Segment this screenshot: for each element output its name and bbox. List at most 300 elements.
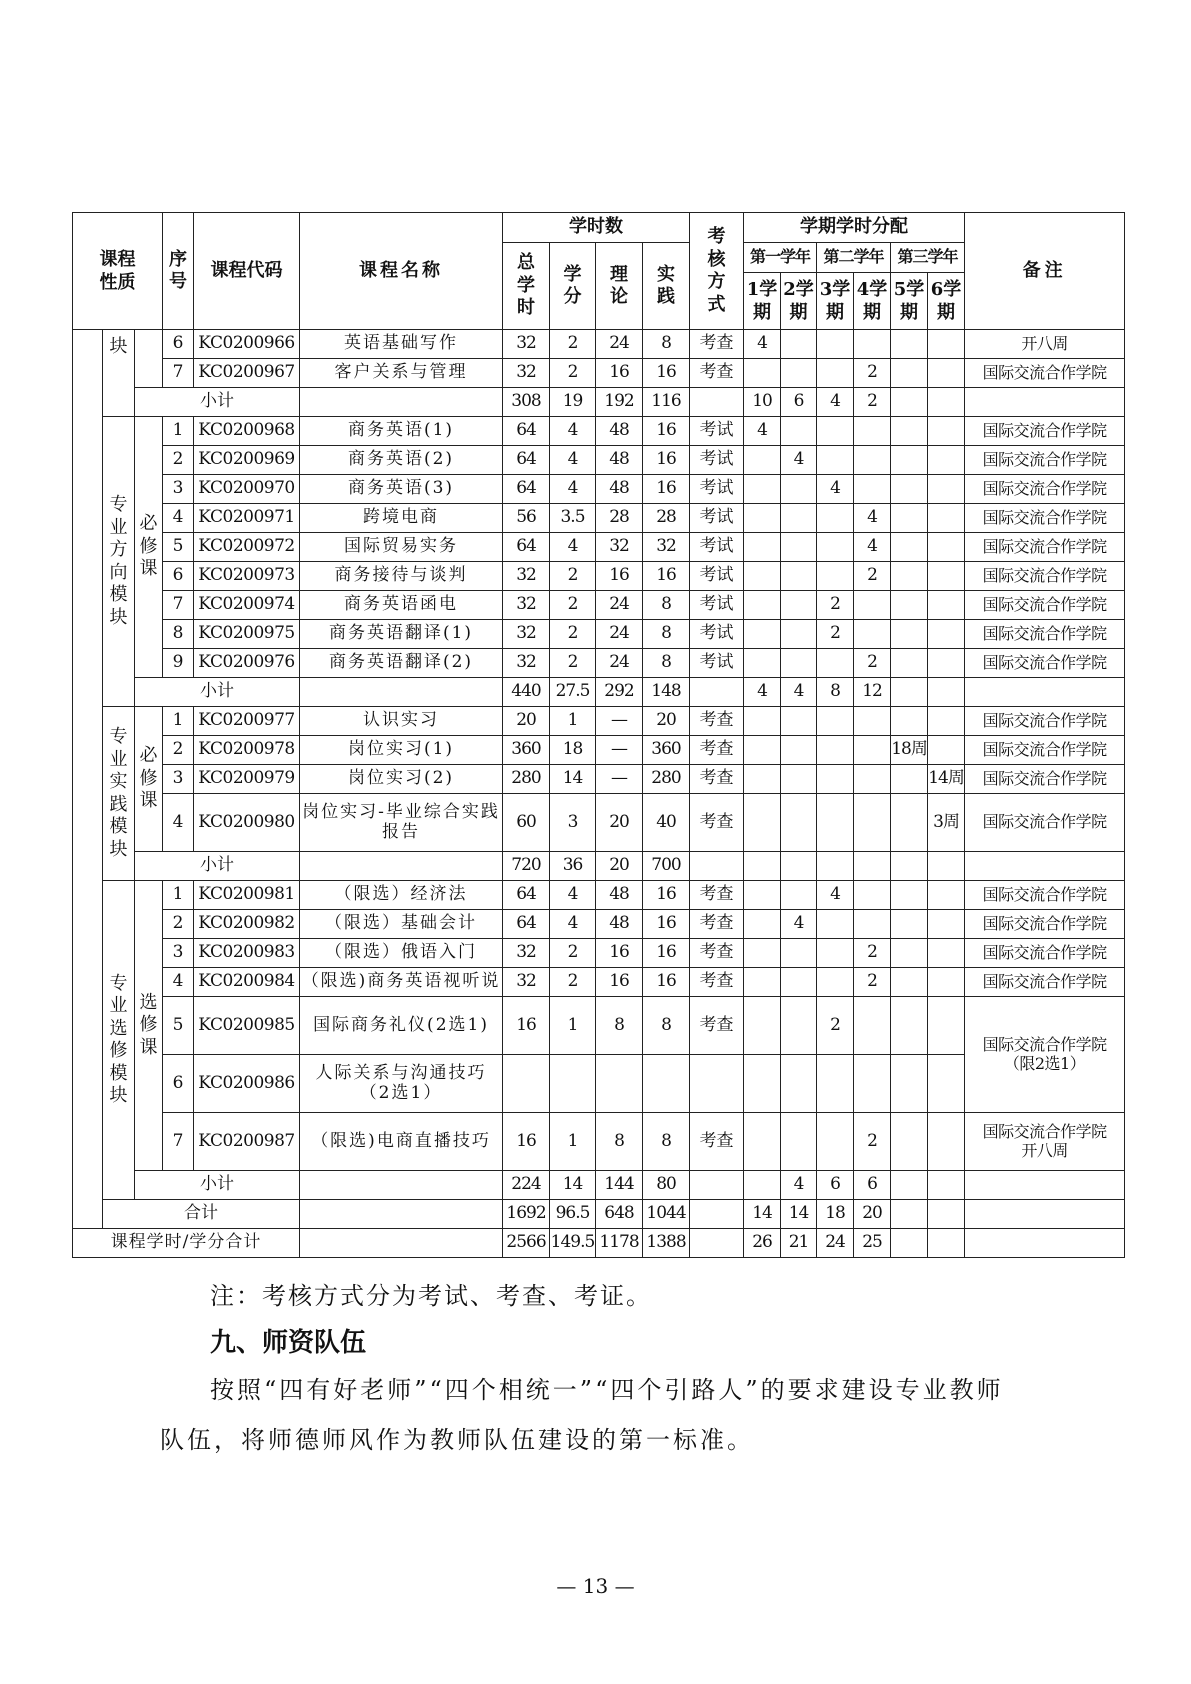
credits-cell: 36 xyxy=(550,852,596,881)
remark-text: 国际交流合作学院 xyxy=(982,913,1107,933)
credits-cell: 3.5 xyxy=(550,504,596,533)
header-semester-1: 1学期 xyxy=(744,273,781,330)
theory-hours-cell: 48 xyxy=(596,417,643,446)
semester-1-hours xyxy=(744,1171,781,1200)
remark-cell xyxy=(965,794,1125,852)
table-row xyxy=(73,910,1125,939)
assessment-method xyxy=(690,1055,744,1113)
semester-5-hours xyxy=(891,330,928,359)
remark-cell xyxy=(965,649,1125,678)
semester-4-hours xyxy=(854,417,891,446)
practice-hours-cell: 16 xyxy=(643,939,690,968)
semester-2-hours xyxy=(781,562,817,591)
semester-6-hours xyxy=(928,1229,965,1258)
semester-5-hours xyxy=(891,649,928,678)
paragraph-line-2: 队伍，将师德师风作为教师队伍建设的第一标准。 xyxy=(160,1426,754,1454)
semester-4-hours: 6 xyxy=(854,1171,891,1200)
course-code: KC0200981 xyxy=(194,881,300,910)
credits-cell: 4 xyxy=(550,446,596,475)
grand-total-row xyxy=(73,1229,1125,1258)
assessment-empty xyxy=(690,852,744,881)
credits-cell: 2 xyxy=(550,939,596,968)
subtotal-row xyxy=(73,852,1125,881)
table-row xyxy=(73,1113,1125,1171)
semester-1-hours: 10 xyxy=(744,388,781,417)
course-name-empty xyxy=(300,1229,503,1258)
credits-cell: 2 xyxy=(550,649,596,678)
remark-text: 国际交流合作学院 xyxy=(982,420,1107,440)
semester-5-hours xyxy=(891,939,928,968)
semester-4-hours xyxy=(854,765,891,794)
theory-hours-cell xyxy=(596,1055,643,1113)
header-year-3: 第三学年 xyxy=(891,243,965,273)
semester-1-hours xyxy=(744,881,781,910)
assessment-method: 考查 xyxy=(690,881,744,910)
semester-5-hours xyxy=(891,1055,928,1113)
semester-5-hours xyxy=(891,765,928,794)
semester-1-hours xyxy=(744,736,781,765)
remark-text: 国际交流合作学院 开八周 xyxy=(982,1122,1107,1160)
table-row xyxy=(73,359,1125,388)
semester-6-hours xyxy=(928,881,965,910)
semester-3-hours xyxy=(817,446,854,475)
semester-4-hours: 2 xyxy=(854,562,891,591)
semester-5-hours xyxy=(891,504,928,533)
assessment-method: 考试 xyxy=(690,475,744,504)
remark-empty xyxy=(965,1200,1125,1229)
credits-cell: 2 xyxy=(550,359,596,388)
assessment-method: 考查 xyxy=(690,359,744,388)
remark-cell xyxy=(965,736,1125,765)
module-label-text: 专业实践模块 xyxy=(109,726,128,860)
course-seq: 3 xyxy=(163,765,194,794)
semester-5-hours xyxy=(891,1171,928,1200)
remark-cell xyxy=(965,620,1125,649)
credits-cell: 2 xyxy=(550,591,596,620)
semester-2-hours xyxy=(781,794,817,852)
course-name: 英语基础写作 xyxy=(300,330,503,359)
semester-4-hours xyxy=(854,997,891,1055)
subtotal-row xyxy=(73,678,1125,707)
remark-text: 国际交流合作学院 xyxy=(982,739,1107,759)
course-name: 商务英语(1) xyxy=(300,417,503,446)
semester-5-hours xyxy=(891,620,928,649)
semester-1-hours xyxy=(744,997,781,1055)
semester-5-hours xyxy=(891,910,928,939)
course-seq: 2 xyxy=(163,736,194,765)
practice-hours-cell: 8 xyxy=(643,997,690,1055)
semester-6-hours xyxy=(928,475,965,504)
semester-5-hours xyxy=(891,997,928,1055)
semester-6-hours xyxy=(928,997,965,1055)
remark-cell xyxy=(965,533,1125,562)
course-type-text: 选修课 xyxy=(139,991,158,1058)
practice-hours-cell: 8 xyxy=(643,1113,690,1171)
practice-hours-cell: 32 xyxy=(643,533,690,562)
theory-hours-cell: 48 xyxy=(596,910,643,939)
semester-2-hours xyxy=(781,504,817,533)
semester-1-hours xyxy=(744,359,781,388)
semester-2-hours: 4 xyxy=(781,678,817,707)
semester-4-hours xyxy=(854,446,891,475)
theory-hours-cell: 16 xyxy=(596,359,643,388)
course-code: KC0200980 xyxy=(194,794,300,852)
credits-cell: 2 xyxy=(550,562,596,591)
course-code: KC0200970 xyxy=(194,475,300,504)
course-name: （限选）经济法 xyxy=(300,881,503,910)
semester-2-hours xyxy=(781,591,817,620)
credits-cell: 3 xyxy=(550,794,596,852)
semester-1-hours xyxy=(744,794,781,852)
semester-4-hours: 20 xyxy=(854,1200,891,1229)
remark-text: 国际交流合作学院 xyxy=(982,623,1107,643)
total-hours-cell: 64 xyxy=(503,475,550,504)
module-label xyxy=(103,417,135,707)
credits-cell: 4 xyxy=(550,417,596,446)
theory-hours-cell: 48 xyxy=(596,446,643,475)
theory-hours-cell: 24 xyxy=(596,591,643,620)
course-code: KC0200973 xyxy=(194,562,300,591)
total-hours-cell: 32 xyxy=(503,649,550,678)
theory-hours-cell: 16 xyxy=(596,939,643,968)
semester-5-hours xyxy=(891,1229,928,1258)
practice-hours-cell: 8 xyxy=(643,330,690,359)
semester-4-hours: 2 xyxy=(854,1113,891,1171)
total-hours-cell: 440 xyxy=(503,678,550,707)
course-code: KC0200985 xyxy=(194,997,300,1055)
semester-6-hours xyxy=(928,504,965,533)
semester-1-hours: 26 xyxy=(744,1229,781,1258)
course-code: KC0200986 xyxy=(194,1055,300,1113)
semester-2-hours: 4 xyxy=(781,446,817,475)
semester-4-hours xyxy=(854,707,891,736)
total-hours-cell: 16 xyxy=(503,1113,550,1171)
total-hours-cell: 32 xyxy=(503,359,550,388)
practice-hours-cell: 8 xyxy=(643,591,690,620)
table-row xyxy=(73,591,1125,620)
total-label: 合计 xyxy=(103,1200,300,1229)
total-hours-cell: 60 xyxy=(503,794,550,852)
practice-hours-cell: 116 xyxy=(643,388,690,417)
course-seq: 4 xyxy=(163,504,194,533)
remark-text: 国际交流合作学院 xyxy=(982,812,1107,832)
course-seq: 6 xyxy=(163,1055,194,1113)
semester-4-hours: 2 xyxy=(854,649,891,678)
header-course-nature: 课程性质 xyxy=(73,213,163,330)
semester-3-hours: 4 xyxy=(817,388,854,417)
semester-1-hours xyxy=(744,504,781,533)
assessment-method: 考查 xyxy=(690,968,744,997)
semester-4-hours: 2 xyxy=(854,939,891,968)
theory-hours-cell: 648 xyxy=(596,1200,643,1229)
table-row xyxy=(73,707,1125,736)
semester-2-hours: 4 xyxy=(781,910,817,939)
semester-2-hours: 21 xyxy=(781,1229,817,1258)
semester-4-hours xyxy=(854,620,891,649)
course-name: 跨境电商 xyxy=(300,504,503,533)
course-name: 商务接待与谈判 xyxy=(300,562,503,591)
semester-2-hours xyxy=(781,939,817,968)
remark-text: 国际交流合作学院 xyxy=(982,362,1107,382)
semester-5-hours xyxy=(891,968,928,997)
remark-cell xyxy=(965,417,1125,446)
header-name: 课程名称 xyxy=(300,213,503,330)
assessment-method: 考试 xyxy=(690,620,744,649)
header-assessment: 考核方式 xyxy=(690,213,744,330)
semester-5-hours: 18周 xyxy=(891,736,928,765)
course-name: 国际贸易实务 xyxy=(300,533,503,562)
practice-hours-cell: 148 xyxy=(643,678,690,707)
semester-1-hours xyxy=(744,939,781,968)
table-row xyxy=(73,881,1125,910)
semester-3-hours xyxy=(817,794,854,852)
remark-text: 国际交流合作学院 xyxy=(982,478,1107,498)
practice-hours-cell xyxy=(643,1055,690,1113)
course-name: 岗位实习(2) xyxy=(300,765,503,794)
course-type-label xyxy=(135,417,163,678)
assessment-method: 考查 xyxy=(690,330,744,359)
course-seq: 4 xyxy=(163,794,194,852)
semester-6-hours xyxy=(928,620,965,649)
semester-1-hours xyxy=(744,968,781,997)
course-code: KC0200968 xyxy=(194,417,300,446)
semester-5-hours xyxy=(891,359,928,388)
semester-2-hours xyxy=(781,765,817,794)
semester-6-hours xyxy=(928,417,965,446)
total-hours-cell: 32 xyxy=(503,330,550,359)
semester-4-hours: 2 xyxy=(854,968,891,997)
semester-2-hours xyxy=(781,475,817,504)
semester-6-hours xyxy=(928,446,965,475)
practice-hours-cell: 16 xyxy=(643,446,690,475)
subtotal-label: 小计 xyxy=(135,852,300,881)
semester-3-hours xyxy=(817,649,854,678)
course-type-label xyxy=(135,881,163,1171)
theory-hours-cell: — xyxy=(596,765,643,794)
course-name: 商务英语(2) xyxy=(300,446,503,475)
header-hours: 学时数 xyxy=(503,213,690,243)
course-name: 人际关系与沟通技巧（2选1） xyxy=(300,1055,503,1113)
assessment-empty xyxy=(690,388,744,417)
course-name: 认识实习 xyxy=(300,707,503,736)
header-code: 课程代码 xyxy=(194,213,300,330)
table-row xyxy=(73,446,1125,475)
assessment-method: 考查 xyxy=(690,794,744,852)
semester-4-hours: 12 xyxy=(854,678,891,707)
header-theory: 理论 xyxy=(596,243,643,330)
course-type-label xyxy=(135,707,163,852)
total-hours-cell: 64 xyxy=(503,910,550,939)
theory-hours-cell: 292 xyxy=(596,678,643,707)
remark-text: 国际交流合作学院 xyxy=(982,971,1107,991)
module-label-text: 专业方向模块 xyxy=(109,494,128,628)
total-hours-cell: 32 xyxy=(503,562,550,591)
total-hours-cell: 64 xyxy=(503,533,550,562)
course-code: KC0200983 xyxy=(194,939,300,968)
semester-2-hours xyxy=(781,707,817,736)
semester-4-hours xyxy=(854,910,891,939)
table-row xyxy=(73,997,1125,1055)
semester-6-hours: 3周 xyxy=(928,794,965,852)
practice-hours-cell: 20 xyxy=(643,707,690,736)
total-hours-cell: 224 xyxy=(503,1171,550,1200)
course-code: KC0200972 xyxy=(194,533,300,562)
semester-3-hours xyxy=(817,330,854,359)
theory-hours-cell: 24 xyxy=(596,620,643,649)
total-hours-cell: 64 xyxy=(503,417,550,446)
course-name: （限选）俄语入门 xyxy=(300,939,503,968)
credits-cell: 14 xyxy=(550,765,596,794)
course-seq: 3 xyxy=(163,475,194,504)
assessment-method: 考试 xyxy=(690,504,744,533)
course-name: 商务英语(3) xyxy=(300,475,503,504)
practice-hours-cell: 360 xyxy=(643,736,690,765)
remark-empty xyxy=(965,1229,1125,1258)
course-type-text: 必修课 xyxy=(139,513,158,580)
semester-2-hours xyxy=(781,649,817,678)
semester-3-hours xyxy=(817,910,854,939)
header-semester-3: 3学期 xyxy=(817,273,854,330)
course-code: KC0200969 xyxy=(194,446,300,475)
course-name-empty xyxy=(300,1200,503,1229)
course-seq: 5 xyxy=(163,533,194,562)
semester-1-hours xyxy=(744,765,781,794)
header-year-2: 第二学年 xyxy=(817,243,891,273)
semester-2-hours xyxy=(781,968,817,997)
total-hours-cell: 360 xyxy=(503,736,550,765)
semester-6-hours xyxy=(928,910,965,939)
subtotal-label: 小计 xyxy=(135,1171,300,1200)
course-name-empty xyxy=(300,852,503,881)
semester-2-hours xyxy=(781,330,817,359)
credits-cell: 18 xyxy=(550,736,596,765)
credits-cell xyxy=(550,1055,596,1113)
remark-cell xyxy=(965,997,1125,1113)
semester-6-hours xyxy=(928,533,965,562)
course-name-empty xyxy=(300,388,503,417)
theory-hours-cell: — xyxy=(596,707,643,736)
course-seq: 7 xyxy=(163,591,194,620)
course-name-empty xyxy=(300,1171,503,1200)
grand-total-label: 课程学时/学分合计 xyxy=(73,1229,300,1258)
assessment-method: 考试 xyxy=(690,533,744,562)
table-row xyxy=(73,504,1125,533)
theory-hours-cell: 32 xyxy=(596,533,643,562)
header-practice: 实践 xyxy=(643,243,690,330)
semester-3-hours: 2 xyxy=(817,620,854,649)
semester-2-hours xyxy=(781,620,817,649)
table-row xyxy=(73,968,1125,997)
practice-hours-cell: 1388 xyxy=(643,1229,690,1258)
semester-4-hours: 2 xyxy=(854,359,891,388)
semester-5-hours xyxy=(891,1113,928,1171)
practice-hours-cell: 28 xyxy=(643,504,690,533)
course-seq: 1 xyxy=(163,417,194,446)
table-body xyxy=(73,330,1125,1258)
semester-5-hours xyxy=(891,475,928,504)
semester-5-hours xyxy=(891,707,928,736)
subtotal-label: 小计 xyxy=(135,388,300,417)
header-semester-6: 6学期 xyxy=(928,273,965,330)
course-code: KC0200974 xyxy=(194,591,300,620)
remark-empty xyxy=(965,388,1125,417)
header-semester-5: 5学期 xyxy=(891,273,928,330)
semester-4-hours xyxy=(854,475,891,504)
theory-hours-cell: 20 xyxy=(596,794,643,852)
semester-6-hours: 14周 xyxy=(928,765,965,794)
assessment-empty xyxy=(690,678,744,707)
remark-cell xyxy=(965,910,1125,939)
semester-3-hours xyxy=(817,939,854,968)
total-hours-cell: 308 xyxy=(503,388,550,417)
semester-6-hours xyxy=(928,649,965,678)
semester-5-hours xyxy=(891,794,928,852)
course-name: 商务英语函电 xyxy=(300,591,503,620)
remark-cell xyxy=(965,446,1125,475)
course-code: KC0200975 xyxy=(194,620,300,649)
table-row xyxy=(73,620,1125,649)
subtotal-label: 小计 xyxy=(135,678,300,707)
course-code: KC0200979 xyxy=(194,765,300,794)
theory-hours-cell: 24 xyxy=(596,649,643,678)
assessment-method: 考查 xyxy=(690,707,744,736)
semester-1-hours xyxy=(744,446,781,475)
assessment-method: 考查 xyxy=(690,939,744,968)
semester-6-hours xyxy=(928,1113,965,1171)
total-hours-cell: 280 xyxy=(503,765,550,794)
remark-text: 国际交流合作学院 xyxy=(982,884,1107,904)
course-seq: 2 xyxy=(163,910,194,939)
header-total-hours: 总学时 xyxy=(503,243,550,330)
semester-2-hours xyxy=(781,533,817,562)
practice-hours-cell: 16 xyxy=(643,475,690,504)
total-hours-cell: 32 xyxy=(503,968,550,997)
course-code: KC0200982 xyxy=(194,910,300,939)
semester-2-hours: 4 xyxy=(781,1171,817,1200)
semester-5-hours xyxy=(891,591,928,620)
semester-1-hours xyxy=(744,1055,781,1113)
practice-hours-cell: 80 xyxy=(643,1171,690,1200)
remark-text: 国际交流合作学院 xyxy=(982,710,1107,730)
semester-3-hours: 24 xyxy=(817,1229,854,1258)
semester-6-hours xyxy=(928,330,965,359)
course-name: 岗位实习(1) xyxy=(300,736,503,765)
remark-empty xyxy=(965,1171,1125,1200)
header-seq: 序号 xyxy=(163,213,194,330)
credits-cell: 1 xyxy=(550,997,596,1055)
semester-1-hours xyxy=(744,910,781,939)
semester-1-hours: 4 xyxy=(744,678,781,707)
total-hours-cell: 720 xyxy=(503,852,550,881)
table-row xyxy=(73,475,1125,504)
remark-text: 国际交流合作学院 xyxy=(982,942,1107,962)
course-seq: 6 xyxy=(163,562,194,591)
semester-6-hours xyxy=(928,707,965,736)
assessment-method: 考试 xyxy=(690,591,744,620)
credits-cell: 2 xyxy=(550,620,596,649)
semester-2-hours xyxy=(781,359,817,388)
semester-4-hours: 2 xyxy=(854,388,891,417)
practice-hours-cell: 16 xyxy=(643,562,690,591)
practice-hours-cell: 1044 xyxy=(643,1200,690,1229)
credits-cell: 4 xyxy=(550,910,596,939)
semester-2-hours xyxy=(781,417,817,446)
theory-hours-cell: 16 xyxy=(596,562,643,591)
course-code: KC0200976 xyxy=(194,649,300,678)
page-number: — 13 — xyxy=(556,1574,635,1598)
credits-cell: 27.5 xyxy=(550,678,596,707)
theory-hours-cell: 20 xyxy=(596,852,643,881)
